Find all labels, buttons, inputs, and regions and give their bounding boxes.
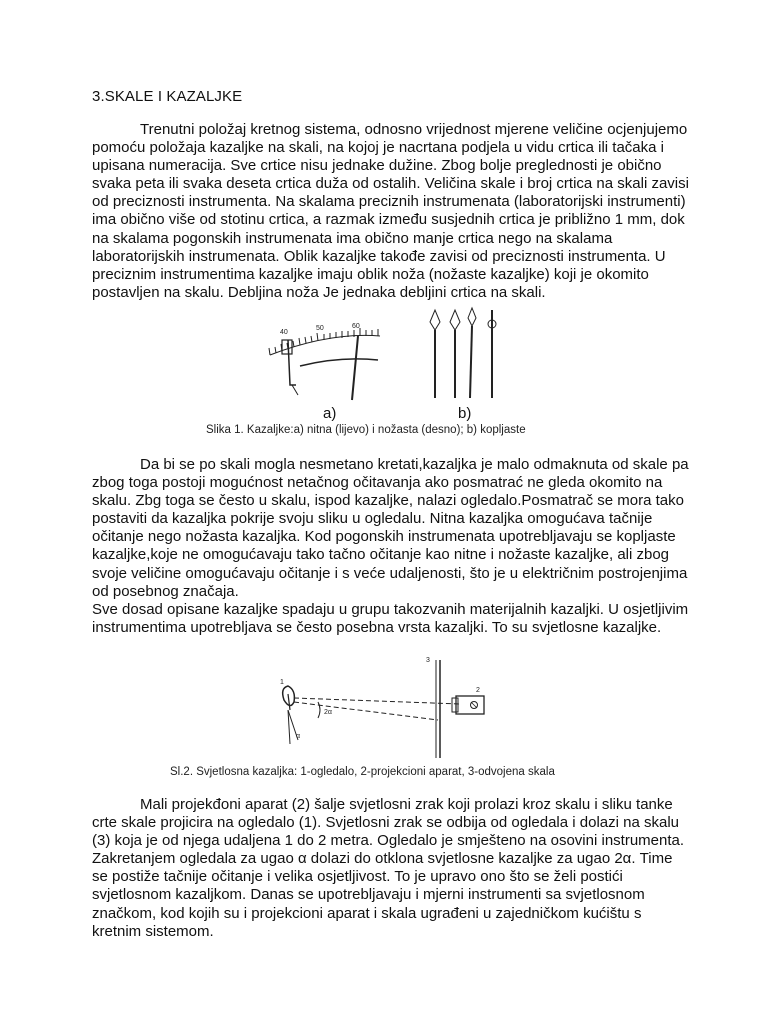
paragraph-2-text: Da bi se po skali mogla nesmetano kretati,kazaljka je malo odmaknuta od skale pa zbog toga postoji mogućnost netačnog očitavanja ako posmatrać ne gleda okomito na skalu. Zbg toga se često u skalu, ispod kazaljke, nalazi ogledalo.Posmatrač se mora tako postaviti da kazaljka pokrije svoju sliku u ogledalu. Nitna kazaljka omogućava tačnije očitanje nego nožasta kazaljka. Kod pogonskih instrumenata upotrebljavaju se kopljaste kazaljke,koje ne omogućavaju tako tačno očitanje kao nitne i nožaste kazaljke, ali zbog svoje veličine omogućavaju očitanje i s veće udaljenosti, što je u električnim postrojenjima od posebnog značaja. (92, 456, 689, 600)
scale-number-50: 50 (316, 325, 324, 332)
paragraph-1 (92, 121, 692, 302)
figure-1-pointers (260, 300, 510, 405)
paragraph-1-text: Trenutni položaj kretnog sistema, odnosno vrijednost mjerene veličine ocjenjujemo pomoću položaja kazaljke na skali, na kojoj je nacrtana podjela u vidu crtica ili tačaka i upisana numeracija. Sve crtice nisu jednake dužine. Zbog bolje preglednosti je obično svaka peta ili svaka deseta crtica duža od ostalih. Veličina skale i broj crtica na skali zavisi od preciznosti instrumenta. Na skalama preciznih instrumenata (laboratorijski instrumenti) ima obično više od stotinu crtica, a razmak između susjednih crtica je približno 1 mm, dok na skalama pogonskih instrumenata ima obično manje crtica nego na skalama laboratorijskih instrumenata. Oblik kazaljke takođe zavisi od preciznosti instrumenta. U preciznim instrumentima kazaljke imaju oblik noža (nožaste kazaljke) koji je okomito postavljen na skalu. Debljina noža Je jednaka debljini crtica na skali. (92, 121, 689, 301)
label-2alpha: 2α (324, 709, 332, 716)
label-projector: 2 (476, 687, 480, 694)
scale-number-40: 40 (280, 329, 288, 336)
figure-1-label-a: a) (323, 405, 337, 422)
paragraph-4 (92, 796, 692, 941)
spear-pointers (430, 308, 496, 398)
figure-2-caption: Sl.2. Svjetlosna kazaljka: 1-ogledalo, 2-projekcioni aparat, 3-odvojena skala (170, 766, 555, 778)
section-heading: 3.SKALE I KAZALJKE (92, 88, 243, 105)
label-scale: 3 (426, 657, 430, 664)
figure-1-label-b: b) (458, 405, 472, 422)
knife-pointer (352, 336, 358, 400)
scale-number-60: 60 (352, 323, 360, 330)
paragraph-2 (92, 456, 692, 637)
label-mirror: 1 (280, 679, 284, 686)
figure-1-caption: Slika 1. Kazaljke:a) nitna (lijevo) i nožasta (desno); b) kopljaste (206, 424, 526, 436)
figure-2-light-pointer (260, 640, 500, 760)
label-alpha: α (296, 733, 301, 740)
paragraph-4-text: Mali projekđoni aparat (2) šalje svjetlosni zrak koji prolazi kroz skalu i sliku tanke crte skale projicira na ogledalo (1). Svjetlosni zrak se odbija od ogledala i dolazi na skalu (3) koja je od njega udaljena 1 do 2 metra. Ogledalo je smješteno na osovini instrumenta. Zakretanjem ogledala za ugao α dolazi do otklona svjetlosne kazaljke za ugao 2α. Time se postiže tačnije očitanje i velika osjetljivost. To je upravo ono što se želi postići svjetlosnom kazaljkom. Danas se upotrebljavaju i mjerni instrumenti sa svjetlosnom značkom, kod kojih su i projekcioni aparat i skala ugrađeni u zajedničkom kućištu s kretnim sistemom. (92, 796, 685, 940)
paragraph-3-text: Sve dosad opisane kazaljke spadaju u grupu takozvanih materijalnih kazaljki. U osjetljivim instrumentima upotrebljava se često posebna vrsta kazaljki. To su svjetlosne kazaljke. (92, 600, 689, 636)
